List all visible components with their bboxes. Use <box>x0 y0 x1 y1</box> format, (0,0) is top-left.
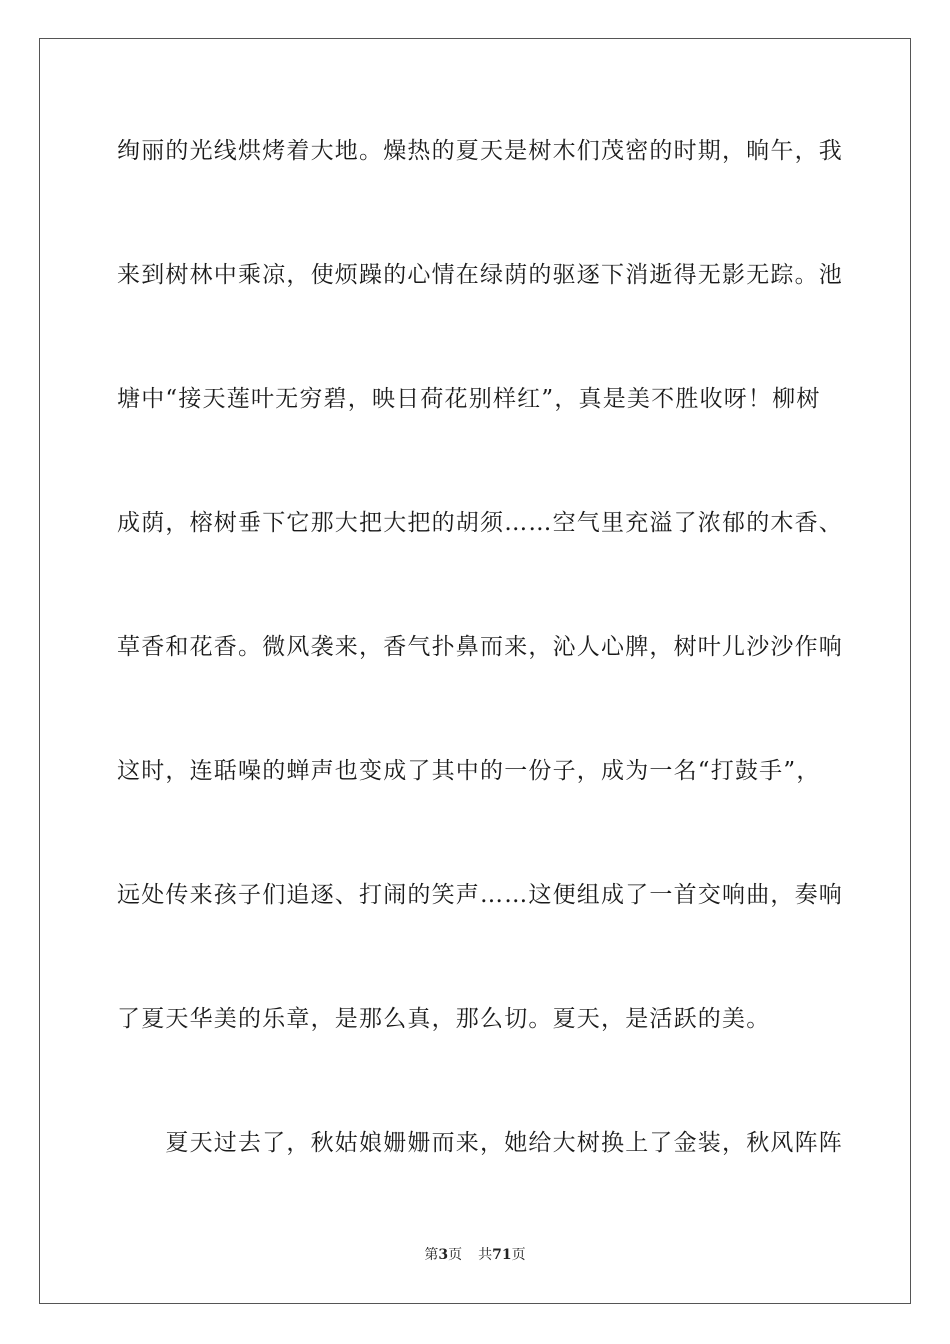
text-line-3: 塘中“接天莲叶无穷碧，映日荷花别样红”，真是美不胜收呀！柳树 <box>117 386 821 412</box>
text-line-5: 草香和花香。微风袭来，香气扑鼻而来，沁人心脾，树叶儿沙沙作响 <box>117 634 843 660</box>
total-pages-suffix: 页 <box>511 1247 526 1263</box>
text-line-8: 了夏天华美的乐章，是那么真，那么切。夏天，是活跃的美。 <box>117 1006 771 1032</box>
total-pages: 71 <box>492 1247 512 1263</box>
text-line-1: 绚丽的光线烘烤着大地。燥热的夏天是树木们茂密的时期，晌午，我 <box>117 138 843 164</box>
text-line-6: 这时，连聒噪的蝉声也变成了其中的一份子，成为一名“打鼓手”， <box>117 758 821 784</box>
page-number-suffix: 页 <box>448 1247 463 1263</box>
page-number-prefix: 第 <box>424 1247 439 1263</box>
text-line-7: 远处传来孩子们追逐、打闹的笑声……这便组成了一首交响曲，奏响 <box>117 882 843 908</box>
page-number: 3 <box>438 1247 449 1263</box>
text-line-9: 夏天过去了，秋姑娘姗姗而来，她给大树换上了金装，秋风阵阵 <box>117 1130 843 1156</box>
page-frame <box>39 38 911 1304</box>
text-line-2: 来到树林中乘凉，使烦躁的心情在绿荫的驱逐下消逝得无影无踪。池 <box>117 262 843 288</box>
page-footer <box>0 1245 950 1265</box>
total-pages-prefix: 共 <box>478 1247 493 1263</box>
text-line-4: 成荫，榕树垂下它那大把大把的胡须……空气里充溢了浓郁的木香、 <box>117 510 843 536</box>
